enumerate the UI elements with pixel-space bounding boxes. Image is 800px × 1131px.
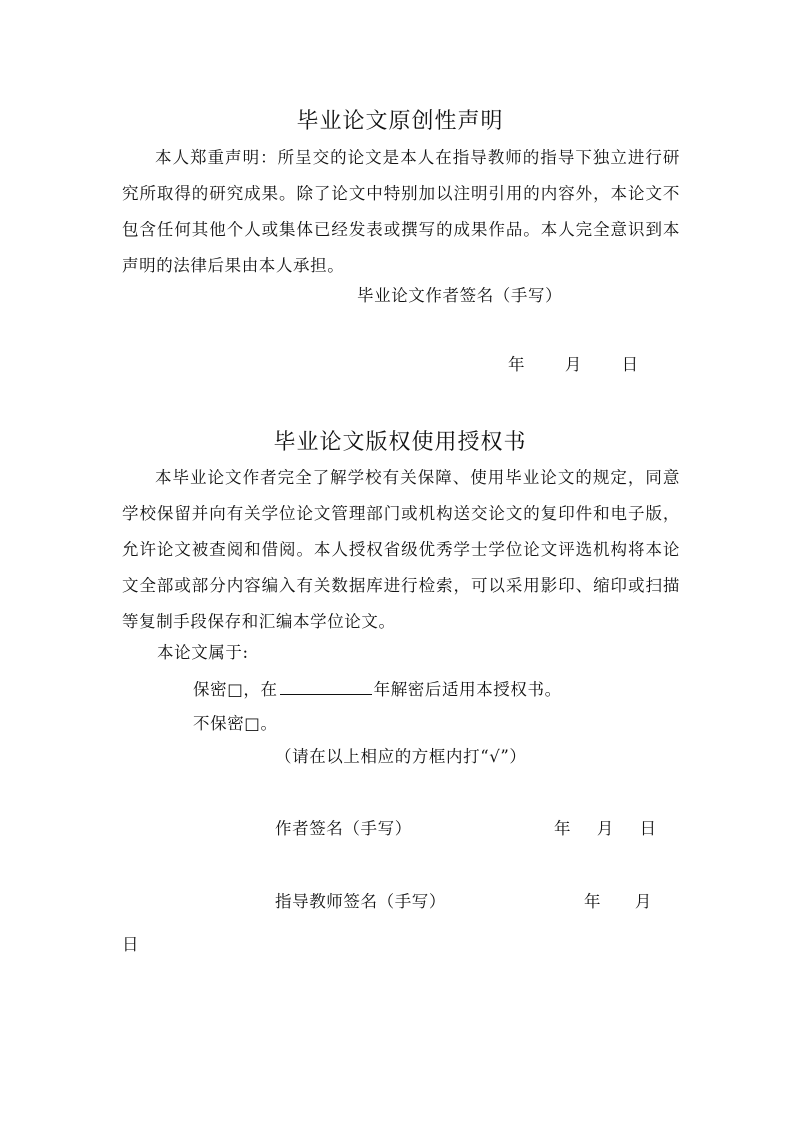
declaration-date [508,351,639,375]
category-label: 本论文属于: [157,643,249,662]
advisor-day-label: 日 [122,935,140,954]
author-signature-label: 毕业论文作者签名（手写） [357,286,563,305]
day-label: 日 [639,819,657,838]
month-label: 月 [596,819,614,838]
author-signature-date [554,815,657,839]
author-signature-row: 作者签名（手写） [275,819,412,838]
checkbox-instruction: （请在以上相应的方框内打“√”） [275,747,527,766]
authorization-title: 毕业论文版权使用授权书 [273,430,527,455]
non-confidential-option: 不保密□。 [193,714,278,733]
day-label: 日 [621,355,639,374]
year-label: 年 [508,355,526,374]
authorization-body: 本毕业论文作者完全了解学校有关保障、使用毕业论文的规定，同意学校保留并向有关学位论文管理部门或机构送交论文的复印件和电子版，允许论文被查阅和借阅。本人授权省级优秀学士学位论文评选机构将本论文全部或部分内容编入有关数据库进行检索，可以采用影印、缩印或扫描等复制手段保存和汇编本学位论文。 [122,468,680,631]
year-label: 年 [554,819,572,838]
confidential-option: 保密□，在 年解密后适用本授权书。 [193,680,562,699]
advisor-signature-row: 指导教师签名（手写） [275,892,446,911]
month-label: 月 [634,892,652,911]
declaration-title: 毕业论文原创性声明 [296,109,504,134]
month-label: 月 [564,355,582,374]
year-blank[interactable] [280,680,372,695]
year-label: 年 [584,892,602,911]
advisor-signature-date [584,888,652,912]
declaration-body: 本人郑重声明：所呈交的论文是本人在指导教师的指导下独立进行研究所取得的研究成果。除了论文中特别加以注明引用的内容外，本论文不包含任何其他个人或集体已经发表或撰写的成果作品。本人完全意识到本声明的法律后果由本人承担。 [122,148,680,275]
